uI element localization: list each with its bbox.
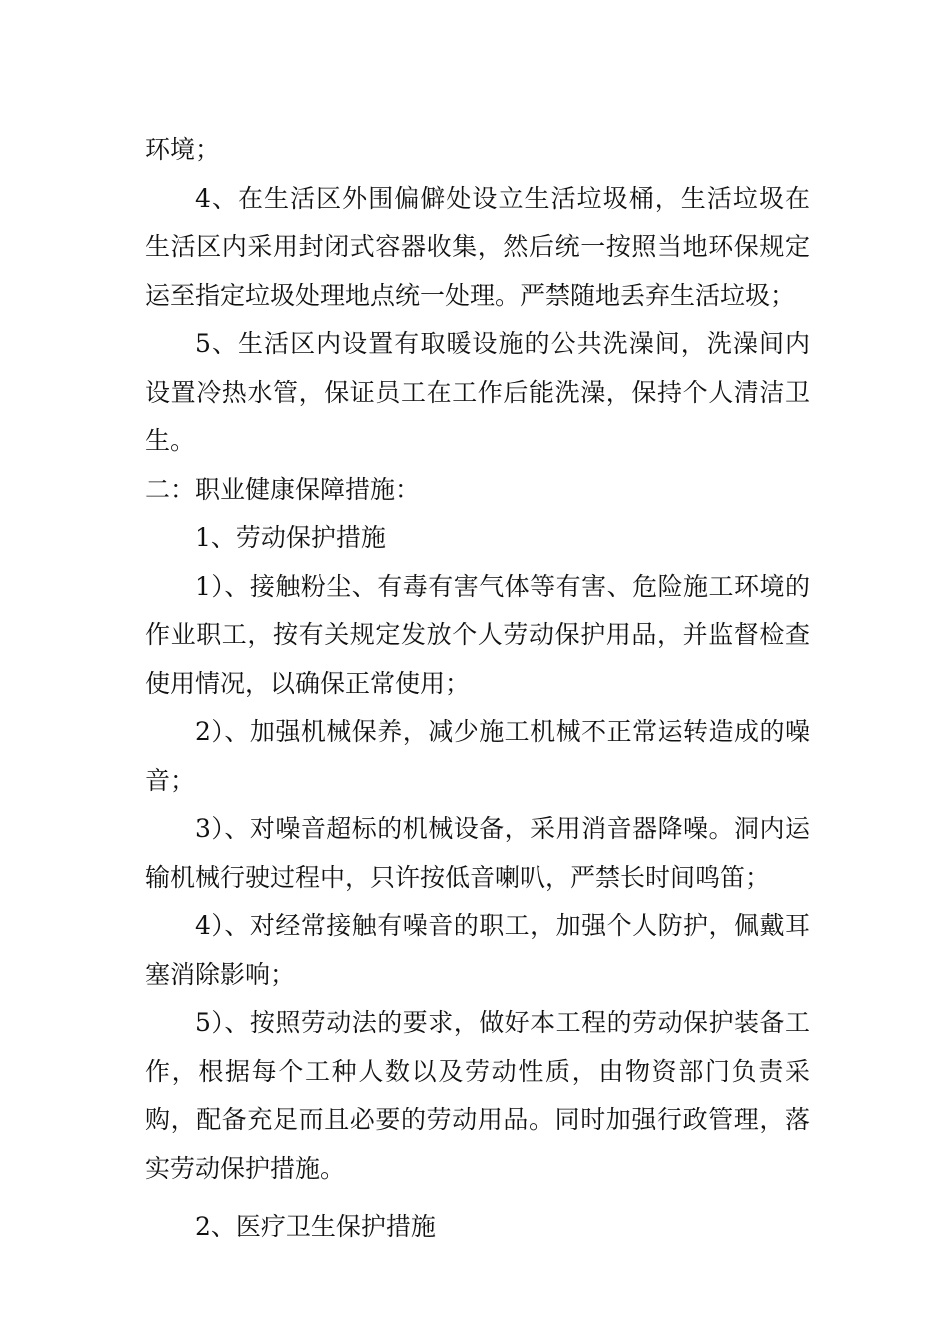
paragraph-bathroom: 5、生活区内设置有取暖设施的公共洗澡间，洗澡间内设置冷热水管，保证员工在工作后能洗澡，保持个人清洁卫生。 bbox=[145, 329, 810, 455]
paragraph-garbage-bins: 4、在生活区外围偏僻处设立生活垃圾桶，生活垃圾在生活区内采用封闭式容器收集，然后统一按照当地环保规定运至指定垃圾处理地点统一处理。严禁随地丢弃生活垃圾； bbox=[145, 183, 810, 310]
paragraph-environment-end: 环境； bbox=[145, 135, 221, 164]
item-dust-protection: 1）、接触粉尘、有毒有害气体等有害、危险施工环境的作业职工，按有关规定发放个人劳动保护用品，并监督检查使用情况，以确保正常使用； bbox=[145, 571, 810, 698]
section-heading-occupational-health: 二：职业健康保障措施： bbox=[145, 474, 421, 504]
subheading-labor-protection: 1、劳动保护措施 bbox=[195, 523, 386, 552]
document-body bbox=[145, 126, 810, 1252]
item-labor-law: 5）、按照劳动法的要求，做好本工程的劳动保护装备工作，根据每个工种人数以及劳动性质，由物资部门负责采购，配备充足而且必要的劳动用品。同时加强行政管理，落实劳动保护措施。 bbox=[145, 1008, 810, 1183]
item-noise-reduction: 3）、对噪音超标的机械设备，采用消音器降噪。洞内运输机械行驶过程中，只许按低音喇叭，严禁长时间鸣笛； bbox=[145, 814, 810, 892]
subheading-medical-hygiene: 2、医疗卫生保护措施 bbox=[195, 1212, 436, 1241]
item-ear-protection: 4）、对经常接触有噪音的职工，加强个人防护，佩戴耳塞消除影响； bbox=[145, 911, 810, 989]
item-machine-maintenance: 2）、加强机械保养，减少施工机械不正常运转造成的噪音； bbox=[145, 717, 810, 795]
